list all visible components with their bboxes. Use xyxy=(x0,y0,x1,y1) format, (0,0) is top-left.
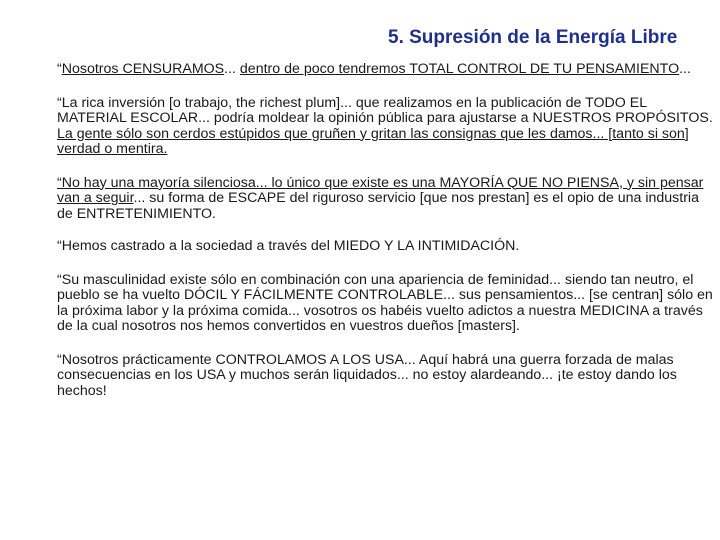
quote-paragraph-6 xyxy=(57,353,713,400)
quote-paragraph-5 xyxy=(57,273,713,335)
quote-paragraph-2 xyxy=(57,96,713,158)
quote-paragraph-1 xyxy=(57,62,713,78)
slide-title: 5. Supresión de la Energía Libre xyxy=(388,27,678,48)
quote-text-underlined: dentro de poco tendremos TOTAL CONTROL DE TU PENSAMIENTO xyxy=(239,61,680,77)
quote-text: ... xyxy=(224,61,240,77)
quote-text: “La rica inversión [o trabajo, the richest plum]... que realizamos en la publicación de TODO EL MATERIAL ESCOLAR... podría moldear la opinión pública para ajustarse a NUESTROS PROPÓSITOS. xyxy=(57,94,713,126)
quote-text: ... xyxy=(679,61,691,77)
quote-list xyxy=(57,62,713,417)
quote-text: ... su forma de ESCAPE del riguroso servicio [que nos prestan] es el opio de una industria de ENTRETENIMIENTO. xyxy=(57,190,699,222)
quote-paragraph-4 xyxy=(57,239,713,255)
quote-text: “Hemos castrado a la sociedad a través del MIEDO Y LA INTIMIDACIÓN. xyxy=(57,238,520,254)
quote-text: “Su masculinidad existe sólo en combinación con una apariencia de feminidad... siendo tan neutro, el pueblo se ha vuelto DÓCIL Y FÁCILMENTE CONTROLABLE... sus pensamientos... [se centran] sólo en la próxima labor y la próxima comida... vosotros os habéis vuelto adictos a nuestra MEDICINA a través de la cual nosotros nos hemos convertidos en vuestros dueños [masters]. xyxy=(57,271,713,334)
quote-text-underlined: “No hay una mayoría silenciosa... lo único que existe es una MAYORÍA QUE NO PIENSA, y sin pensar van a seguir xyxy=(57,174,704,206)
quote-text: “Nosotros prácticamente CONTROLAMOS A LOS USA... Aquí habrá una guerra forzada de malas consecuencias en los USA y muchos serán liquidados... no estoy alardeando... ¡te estoy dando los hechos! xyxy=(57,351,677,399)
quote-paragraph-3 xyxy=(57,176,713,223)
quote-text-underlined: La gente sólo son cerdos estúpidos que gruñen y gritan las consignas que les damos... [tanto si son] verdad o mentira. xyxy=(57,125,689,157)
quote-text: “ xyxy=(57,61,62,77)
quote-text-underlined: Nosotros CENSURAMOS xyxy=(61,61,225,77)
